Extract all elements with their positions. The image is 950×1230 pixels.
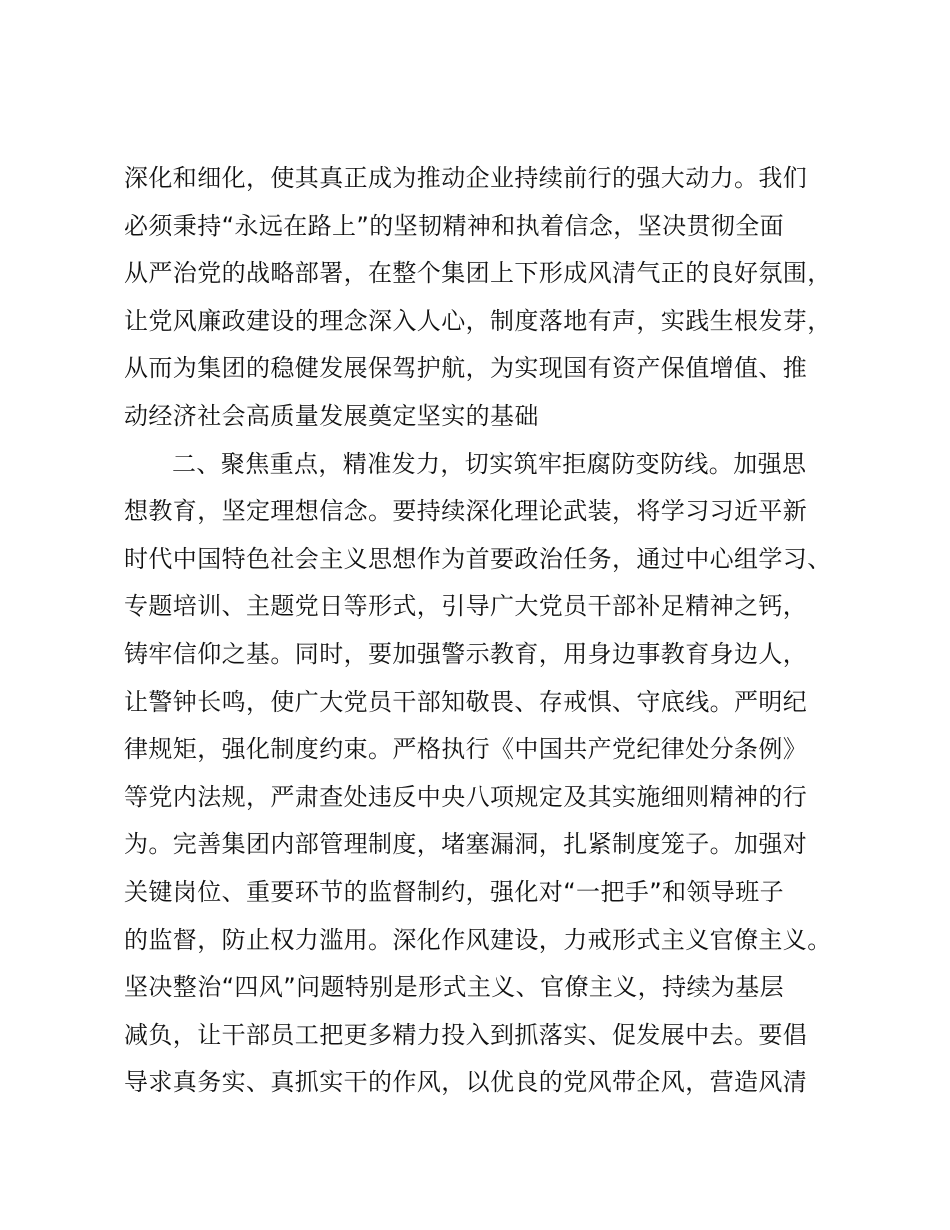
text-line: 为。完善集团内部管理制度，堵塞漏洞，扎紧制度笼子。加强对 [124, 830, 808, 859]
text-line: 想教育，坚定理想信念。要持续深化理论武装，将学习习近平新 [124, 497, 808, 526]
text-line: 坚决整治“四风”问题特别是形式主义、官僚主义，持续为基层 [124, 973, 785, 1002]
text-line: 的监督，防止权力滥用。深化作风建设，力戒形式主义官僚主义。 [124, 925, 832, 954]
text-line: 铸牢信仰之基。同时，要加强警示教育，用身边事教育身边人， [124, 639, 808, 668]
document-body [124, 155, 844, 1107]
text-line: 关键岗位、重要环节的监督制约，强化对“一把手”和领导班子 [124, 877, 785, 906]
text-line: 专题培训、主题党日等形式，引导广大党员干部补足精神之钙， [124, 592, 808, 621]
text-line: 等党内法规，严肃查处违反中央八项规定及其实施细则精神的行 [124, 782, 808, 811]
text-line: 律规矩，强化制度约束。严格执行《中国共产党纪律处分条例》 [124, 735, 808, 764]
text-line: 必须秉持“永远在路上”的坚韧精神和执着信念，坚决贯彻全面 [124, 211, 785, 240]
text-line: 让警钟长鸣，使广大党员干部知敬畏、存戒惧、守底线。严明纪 [124, 687, 808, 716]
text-line: 从严治党的战略部署，在整个集团上下形成风清气正的良好氛围， [124, 259, 832, 288]
text-line: 动经济社会高质量发展奠定坚实的基础 [124, 401, 539, 430]
text-line: 让党风廉政建设的理念深入人心，制度落地有声，实践生根发芽， [124, 306, 832, 335]
text-line: 减负，让干部员工把更多精力投入到抓落实、促发展中去。要倡 [124, 1020, 808, 1049]
text-line: 深化和细化，使其真正成为推动企业持续前行的强大动力。我们 [124, 164, 808, 192]
text-line: 时代中国特色社会主义思想作为首要政治任务，通过中心组学习、 [124, 544, 832, 573]
section-heading-line: 二、聚焦重点，精准发力，切实筑牢拒腐防变防线。加强思 [172, 449, 807, 478]
text-line: 导求真务实、真抓实干的作风，以优良的党风带企风，营造风清 [124, 1068, 808, 1097]
text-line: 从而为集团的稳健发展保驾护航，为实现国有资产保值增值、推 [124, 354, 808, 383]
